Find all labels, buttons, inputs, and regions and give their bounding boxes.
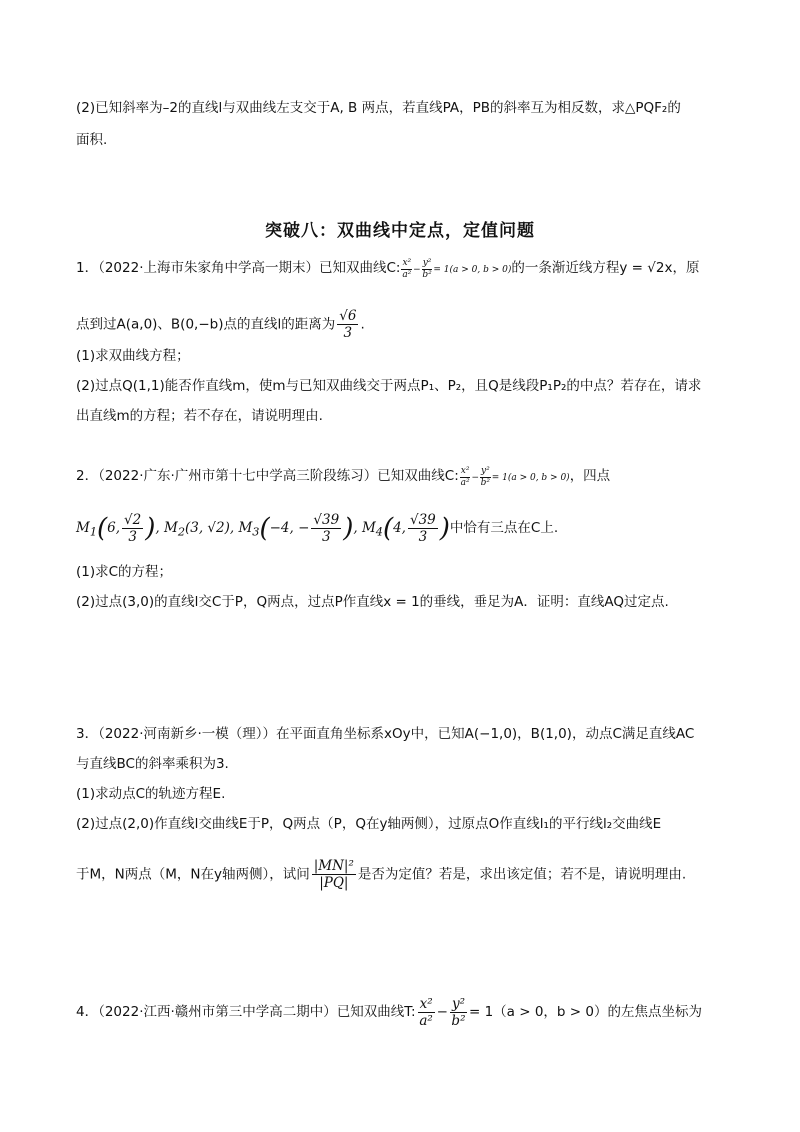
problem-2-line-1 (76, 466, 610, 489)
prev-text-line-1: (2)已知斜率为–2的直线l与双曲线左支交于A, B 两点，若直线PA，PB的斜率互为相反数，求△PQF₂的 (76, 100, 681, 116)
problem-2-intro: 2．（2022·广东·广州市第十七中学高三阶段练习）已知双曲线C: (76, 468, 459, 484)
problem-1-part-1: (1)求双曲线方程； (76, 348, 190, 364)
problem-2-part-1: (1)求C的方程； (76, 564, 173, 580)
problem-4-line-1 (76, 996, 702, 1029)
problem-4-hyperbola-eq: $\frac{\text{x²}}{\text{a²}}$ − $\frac{\text{y²}}{\text{b²}}$ (419, 996, 466, 1029)
problem-2-line-2 (76, 512, 558, 545)
problem-2-points: $M_1(6$, $\frac{√2}{3}$ ), $M_2(3$, √2), $M_3(-4$, − $\frac{√39}{3}$ ), $M_4(4$, $\frac{√39}{3}$ ) (76, 512, 450, 545)
problem-1-asymptote: 的一条渐近线方程y = √2x，原 (511, 260, 700, 276)
problem-3-part-1: (1)求动点C的轨迹方程E. (76, 786, 226, 802)
problem-3-mn-text: 于M，N两点（M，N在y轴两侧），试问 (76, 866, 310, 883)
problem-3-question: 是否为定值？若是，求出该定值；若不是，请说明理由. (357, 866, 687, 883)
problem-1-hyperbola-eq: $\frac{\text{x²}}{\text{a²}}$ − $\frac{\text{y²}}{\text{b²}}$ = 1(a > 0, b > 0) (402, 258, 512, 280)
problem-2-hyperbola-eq: $\frac{\text{x²}}{\text{a²}}$ − $\frac{\text{y²}}{\text{b²}}$ = 1(a > 0, b > 0) (460, 466, 570, 488)
section-title: 突破八：双曲线中定点，定值问题 (265, 221, 535, 241)
problem-3-line-2: 与直线BC的斜率乘积为3. (76, 756, 229, 772)
problem-2-three-on-c: 中恰有三点在C上. (449, 520, 559, 536)
problem-2-four-points: ，四点 (569, 468, 611, 484)
problem-3-ratio: $\frac{\text{|MN|²}}{|PQ|}$ (313, 858, 354, 891)
problem-1-line-2: 点到过A(a,0)、B(0,−b)点的直线l的距离为 $\frac{√6}{3}$ . (76, 308, 365, 341)
problem-1-part-2-line-1: (2)过点Q(1,1)能否作直线m，使m与已知双曲线交于两点P₁、P₂，且Q是线段P₁P₂的中点？若存在，请求 (76, 378, 702, 394)
problem-1-distance-text: 点到过A(a,0)、B(0,−b)点的直线l的距离为 (76, 316, 336, 333)
problem-1-intro: 1．（2022·上海市朱家角中学高一期末）已知双曲线C: (76, 260, 401, 276)
problem-4-focus-text: = 1（a > 0，b > 0）的左焦点坐标为 (468, 1004, 702, 1020)
problem-1-line-1 (76, 258, 699, 281)
problem-3-line-1: 3．（2022·河南新乡·一模（理））在平面直角坐标系xOy中，已知A(−1,0)，B(1,0)，动点C满足直线AC (76, 726, 695, 742)
problem-3-part-2-line-2 (76, 858, 686, 891)
problem-4-intro: 4．（2022·江西·赣州市第三中学高二期中）已知双曲线T: (76, 1004, 416, 1020)
problem-2-part-2: (2)过点(3,0)的直线l交C于P，Q两点，过点P作直线x = 1的垂线，垂足为A．证明：直线AQ过定点. (76, 594, 669, 610)
prev-text-line-2: 面积. (76, 132, 108, 148)
problem-3-part-2-line-1: (2)过点(2,0)作直线l交曲线E于P，Q两点（P，Q在y轴两侧），过原点O作直线l₁的平行线l₂交曲线E (76, 816, 662, 832)
problem-1-part-2-line-2: 出直线m的方程；若不存在，请说明理由. (76, 408, 323, 424)
problem-1-distance-value: $\frac{√6}{3}$ (339, 308, 357, 341)
